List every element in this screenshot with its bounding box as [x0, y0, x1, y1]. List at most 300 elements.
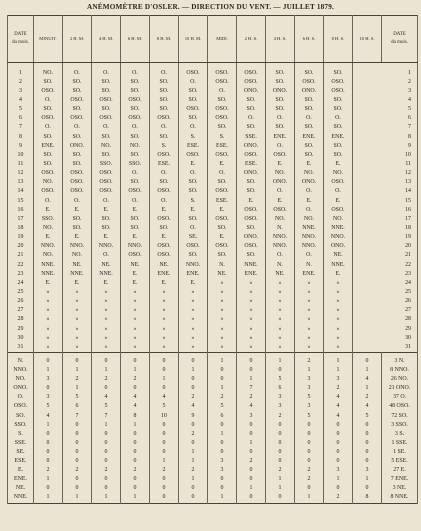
value-cell: 0	[150, 353, 179, 367]
value-cell: O.	[150, 63, 179, 79]
value-cell: »	[324, 343, 353, 353]
value-cell: 3	[295, 376, 324, 385]
value-cell: 0	[208, 421, 237, 430]
value-cell: »	[266, 279, 295, 288]
row-end-cell: 6	[353, 115, 418, 124]
value-cell: ONO.	[63, 142, 92, 151]
value-cell: 4	[121, 394, 150, 403]
value-cell: OSO.	[179, 243, 208, 252]
value-cell: NE.	[266, 270, 295, 279]
day-row	[8, 106, 418, 115]
value-cell: ENE.	[179, 270, 208, 279]
value-cell: SO.	[295, 151, 324, 160]
value-cell: 1	[150, 376, 179, 385]
value-cell: ENE.	[295, 270, 324, 279]
value-cell: 8	[121, 412, 150, 421]
row-label-cell: NNE.	[8, 494, 34, 504]
value-cell: »	[208, 334, 237, 343]
row-end-cell: 2	[353, 78, 418, 87]
value-cell: E.	[121, 206, 150, 215]
value-cell: SO.	[63, 106, 92, 115]
value-cell: 0	[237, 466, 266, 475]
summary-row	[8, 376, 418, 385]
value-cell: 0	[63, 485, 92, 494]
value-cell: 0	[150, 385, 179, 394]
row-end-cell: 21 ONO.	[382, 385, 418, 394]
row-end-cell: 8 NNE.	[382, 494, 418, 504]
value-cell: O.	[179, 78, 208, 87]
column-header: 4 H. M.	[92, 16, 121, 63]
value-cell: »	[266, 288, 295, 297]
row-end-cell: 30	[353, 334, 418, 343]
day-row	[8, 270, 418, 279]
value-cell: »	[92, 307, 121, 316]
value-cell: 1	[121, 494, 150, 504]
value-cell: E.	[92, 234, 121, 243]
row-label-cell: O.	[8, 394, 34, 403]
value-cell: 1	[34, 366, 63, 375]
column-header: MINUIT.	[34, 16, 63, 63]
value-cell: »	[63, 325, 92, 334]
value-cell: OSO.	[34, 115, 63, 124]
value-cell: 2	[266, 412, 295, 421]
value-cell: »	[295, 325, 324, 334]
value-cell: 4	[324, 412, 353, 421]
row-label-cell: 14	[8, 188, 34, 197]
value-cell: S.	[208, 133, 237, 142]
value-cell: 3	[208, 466, 237, 475]
value-cell: E.	[92, 279, 121, 288]
value-cell: 0	[34, 457, 63, 466]
value-cell: OSO.	[179, 106, 208, 115]
value-cell: OSO.	[324, 87, 353, 96]
value-cell: NO.	[324, 215, 353, 224]
value-cell: 0	[92, 485, 121, 494]
value-cell: »	[150, 325, 179, 334]
day-row	[8, 63, 418, 79]
value-cell: NO.	[266, 215, 295, 224]
value-cell: OSO.	[179, 63, 208, 79]
value-cell: 3	[266, 394, 295, 403]
value-cell: O.	[324, 115, 353, 124]
value-cell: 0	[266, 439, 295, 448]
value-cell: 0	[121, 457, 150, 466]
value-cell: NNE.	[324, 261, 353, 270]
value-cell: S.	[179, 197, 208, 206]
value-cell: 0	[237, 448, 266, 457]
value-cell: SO.	[121, 151, 150, 160]
day-row	[8, 334, 418, 343]
value-cell: NE.	[63, 261, 92, 270]
row-label-cell: 20	[8, 243, 34, 252]
value-cell: 0	[121, 353, 150, 367]
value-cell: SO.	[92, 106, 121, 115]
day-row	[8, 215, 418, 224]
day-row	[8, 160, 418, 169]
value-cell: ENE.	[237, 270, 266, 279]
value-cell: SO.	[179, 252, 208, 261]
value-cell: 3	[208, 457, 237, 466]
row-label-cell: 27	[8, 307, 34, 316]
value-cell: 2	[324, 494, 353, 504]
value-cell: 0	[92, 353, 121, 367]
summary-row	[8, 412, 418, 421]
value-cell: 4	[237, 403, 266, 412]
summary-row	[8, 439, 418, 448]
value-cell: 3	[353, 466, 382, 475]
value-cell: ONO.	[237, 170, 266, 179]
value-cell: 1	[179, 457, 208, 466]
value-cell: SO.	[150, 106, 179, 115]
row-label-cell: 30	[8, 334, 34, 343]
day-row	[8, 124, 418, 133]
value-cell: 0	[179, 385, 208, 394]
row-end-cell: 7 ENE.	[382, 476, 418, 485]
value-cell: OSO.	[237, 78, 266, 87]
value-cell: OSO.	[150, 188, 179, 197]
value-cell: 4	[150, 394, 179, 403]
value-cell: NNE.	[92, 270, 121, 279]
value-cell: NNO.	[295, 234, 324, 243]
value-cell: ESE.	[150, 160, 179, 169]
value-cell: SO.	[92, 133, 121, 142]
value-cell: NO.	[34, 179, 63, 188]
value-cell: »	[237, 279, 266, 288]
value-cell: 2	[208, 394, 237, 403]
row-label-cell: 12	[8, 170, 34, 179]
value-cell: 2	[324, 385, 353, 394]
value-cell: SO.	[237, 252, 266, 261]
value-cell: S.	[150, 142, 179, 151]
value-cell: 0	[63, 476, 92, 485]
row-end-cell: 72 SO.	[382, 412, 418, 421]
value-cell: 2	[179, 466, 208, 475]
value-cell: OSO.	[63, 188, 92, 197]
value-cell: 1	[295, 366, 324, 375]
value-cell: NO.	[34, 63, 63, 79]
value-cell: ONO.	[295, 179, 324, 188]
value-cell: SO.	[150, 87, 179, 96]
value-cell: 1	[237, 376, 266, 385]
value-cell: ONO.	[266, 179, 295, 188]
value-cell: »	[34, 307, 63, 316]
value-cell: NNE.	[237, 261, 266, 270]
summary-row	[8, 430, 418, 439]
value-cell: SO.	[266, 78, 295, 87]
value-cell: NO.	[295, 170, 324, 179]
value-cell: SO.	[121, 87, 150, 96]
value-cell: SSO.	[34, 215, 63, 224]
value-cell: SO.	[150, 96, 179, 105]
value-cell: 1	[208, 430, 237, 439]
value-cell: SO.	[92, 87, 121, 96]
value-cell: »	[295, 288, 324, 297]
value-cell: E.	[266, 197, 295, 206]
day-row	[8, 279, 418, 288]
date-header-left: DATE du mois.	[8, 16, 34, 63]
value-cell: SO.	[63, 215, 92, 224]
value-cell: SO.	[150, 179, 179, 188]
value-cell: E.	[179, 160, 208, 169]
value-cell: SO.	[295, 106, 324, 115]
value-cell: 3	[324, 376, 353, 385]
value-cell: NNE.	[295, 224, 324, 233]
value-cell: SO.	[92, 224, 121, 233]
row-end-cell: 26 NO.	[382, 376, 418, 385]
value-cell: 6	[266, 385, 295, 394]
value-cell: 0	[92, 448, 121, 457]
value-cell: »	[266, 307, 295, 316]
row-label-cell: 13	[8, 179, 34, 188]
value-cell: ENE.	[295, 133, 324, 142]
value-cell: 5	[208, 403, 237, 412]
value-cell: »	[34, 298, 63, 307]
value-cell: 0	[150, 421, 179, 430]
value-cell: OSO.	[208, 106, 237, 115]
value-cell: 10	[150, 412, 179, 421]
value-cell: SO.	[324, 124, 353, 133]
value-cell: »	[150, 334, 179, 343]
value-cell: 0	[324, 439, 353, 448]
value-cell: 2	[150, 466, 179, 475]
value-cell: OSO.	[121, 96, 150, 105]
value-cell: 2	[295, 466, 324, 475]
value-cell: 0	[295, 485, 324, 494]
value-cell: E.	[295, 160, 324, 169]
value-cell: »	[266, 325, 295, 334]
value-cell: OSO.	[150, 151, 179, 160]
value-cell: NE.	[150, 261, 179, 270]
value-cell: SO.	[121, 215, 150, 224]
row-label-cell: 4	[8, 96, 34, 105]
value-cell: »	[179, 307, 208, 316]
value-cell: SO.	[63, 160, 92, 169]
value-cell: 0	[92, 439, 121, 448]
column-header: MIDI.	[208, 16, 237, 63]
value-cell: O.	[266, 115, 295, 124]
value-cell: NO.	[63, 252, 92, 261]
value-cell: »	[295, 343, 324, 353]
value-cell: 2	[179, 430, 208, 439]
value-cell: N.	[295, 261, 324, 270]
row-end-cell: 3 SSO.	[382, 421, 418, 430]
summary-row	[8, 366, 418, 375]
value-cell: 0	[237, 353, 266, 367]
value-cell: »	[121, 316, 150, 325]
value-cell: 0	[150, 494, 179, 504]
value-cell: 0	[92, 476, 121, 485]
value-cell: 2	[121, 466, 150, 475]
value-cell: OSO.	[121, 188, 150, 197]
value-cell: OSO.	[324, 179, 353, 188]
value-cell: 2	[237, 457, 266, 466]
value-cell: 3	[237, 412, 266, 421]
value-cell: E.	[179, 206, 208, 215]
value-cell: OSO.	[63, 179, 92, 188]
value-cell: SE.	[179, 234, 208, 243]
value-cell: 1	[92, 494, 121, 504]
row-end-cell: 21	[353, 252, 418, 261]
header-row	[8, 16, 418, 63]
value-cell: NNO.	[266, 243, 295, 252]
value-cell: SO.	[237, 106, 266, 115]
value-cell: OSO.	[208, 215, 237, 224]
row-label-cell: 10	[8, 151, 34, 160]
value-cell: »	[208, 325, 237, 334]
value-cell: 3	[324, 466, 353, 475]
value-cell: 0	[34, 385, 63, 394]
value-cell: 1	[121, 421, 150, 430]
value-cell: 1	[179, 448, 208, 457]
value-cell: NO.	[266, 170, 295, 179]
value-cell: 0	[179, 494, 208, 504]
value-cell: »	[266, 343, 295, 353]
value-cell: 0	[179, 353, 208, 367]
value-cell: 5	[92, 403, 121, 412]
value-cell: 4	[121, 403, 150, 412]
value-cell: »	[208, 307, 237, 316]
row-end-cell: 19	[353, 234, 418, 243]
value-cell: 5	[34, 403, 63, 412]
value-cell: 0	[324, 430, 353, 439]
value-cell: OSO.	[266, 151, 295, 160]
value-cell: ESE.	[208, 197, 237, 206]
value-cell: OSO.	[92, 179, 121, 188]
value-cell: »	[208, 298, 237, 307]
value-cell: NNO.	[324, 234, 353, 243]
value-cell: 4	[353, 376, 382, 385]
value-cell: 3	[266, 403, 295, 412]
value-cell: 2	[63, 376, 92, 385]
value-cell: ENE.	[324, 133, 353, 142]
value-cell: 0	[63, 430, 92, 439]
value-cell: 0	[295, 430, 324, 439]
value-cell: »	[295, 307, 324, 316]
daily-observations	[8, 63, 418, 353]
value-cell: SO.	[208, 96, 237, 105]
value-cell: 0	[34, 448, 63, 457]
row-end-cell: 27	[353, 307, 418, 316]
value-cell: NNO.	[121, 243, 150, 252]
value-cell: 0	[150, 366, 179, 375]
value-cell: SO.	[179, 179, 208, 188]
value-cell: OSO.	[92, 115, 121, 124]
value-cell: SO.	[237, 188, 266, 197]
value-cell: SSO.	[92, 160, 121, 169]
value-cell: 1	[353, 366, 382, 375]
value-cell: »	[237, 288, 266, 297]
value-cell: »	[324, 298, 353, 307]
value-cell: 2	[353, 394, 382, 403]
row-label-cell: NO.	[8, 376, 34, 385]
value-cell: »	[92, 343, 121, 353]
value-cell: E.	[266, 160, 295, 169]
row-end-cell: 18	[353, 224, 418, 233]
row-end-cell: 24	[353, 279, 418, 288]
value-cell: SO.	[179, 96, 208, 105]
direction-frequency-summary	[8, 353, 418, 504]
value-cell: 0	[208, 448, 237, 457]
value-cell: OSO.	[150, 115, 179, 124]
value-cell: 0	[34, 439, 63, 448]
value-cell: SO.	[121, 106, 150, 115]
value-cell: »	[92, 316, 121, 325]
value-cell: 0	[324, 448, 353, 457]
value-cell: 0	[208, 366, 237, 375]
value-cell: »	[295, 316, 324, 325]
value-cell: E.	[121, 270, 150, 279]
value-cell: OSO.	[121, 252, 150, 261]
value-cell: O.	[179, 224, 208, 233]
value-cell: NNE.	[34, 270, 63, 279]
value-cell: OSO.	[208, 78, 237, 87]
row-label-cell: 16	[8, 206, 34, 215]
value-cell: ONO.	[237, 234, 266, 243]
value-cell: OSO.	[34, 170, 63, 179]
value-cell: 0	[353, 457, 382, 466]
row-end-cell: 8	[353, 133, 418, 142]
value-cell: 0	[63, 457, 92, 466]
wind-direction-table	[7, 15, 418, 504]
row-end-cell: 1	[353, 63, 418, 79]
value-cell: 0	[63, 439, 92, 448]
value-cell: 0	[353, 430, 382, 439]
value-cell: 1	[63, 385, 92, 394]
value-cell: »	[324, 334, 353, 343]
value-cell: OSO.	[237, 243, 266, 252]
value-cell: E.	[324, 160, 353, 169]
value-cell: SO.	[266, 106, 295, 115]
value-cell: 0	[63, 421, 92, 430]
value-cell: »	[92, 325, 121, 334]
value-cell: »	[150, 343, 179, 353]
row-end-cell: 23	[353, 270, 418, 279]
value-cell: SO.	[179, 188, 208, 197]
row-label-cell: OSO.	[8, 403, 34, 412]
day-row	[8, 78, 418, 87]
value-cell: E.	[150, 234, 179, 243]
value-cell: OSO.	[237, 215, 266, 224]
value-cell: 0	[295, 448, 324, 457]
value-cell: 1	[237, 439, 266, 448]
value-cell: 0	[34, 430, 63, 439]
value-cell: SO.	[63, 133, 92, 142]
day-row	[8, 343, 418, 353]
value-cell: 0	[237, 430, 266, 439]
value-cell: SSE.	[237, 133, 266, 142]
value-cell: 5	[295, 394, 324, 403]
value-cell: 6	[208, 412, 237, 421]
value-cell: NNO.	[34, 243, 63, 252]
value-cell: ONO.	[324, 243, 353, 252]
value-cell: 3	[34, 394, 63, 403]
day-row	[8, 243, 418, 252]
value-cell: O.	[92, 124, 121, 133]
value-cell: ESE.	[237, 160, 266, 169]
value-cell: 0	[121, 430, 150, 439]
row-label-cell: S.	[8, 430, 34, 439]
value-cell: E.	[92, 206, 121, 215]
value-cell: 6	[63, 403, 92, 412]
value-cell: 0	[150, 439, 179, 448]
value-cell: »	[179, 288, 208, 297]
value-cell: SO.	[34, 160, 63, 169]
value-cell: »	[63, 334, 92, 343]
day-row	[8, 142, 418, 151]
value-cell: O.	[63, 197, 92, 206]
row-end-cell: 3 N.	[382, 353, 418, 367]
value-cell: 1	[121, 366, 150, 375]
